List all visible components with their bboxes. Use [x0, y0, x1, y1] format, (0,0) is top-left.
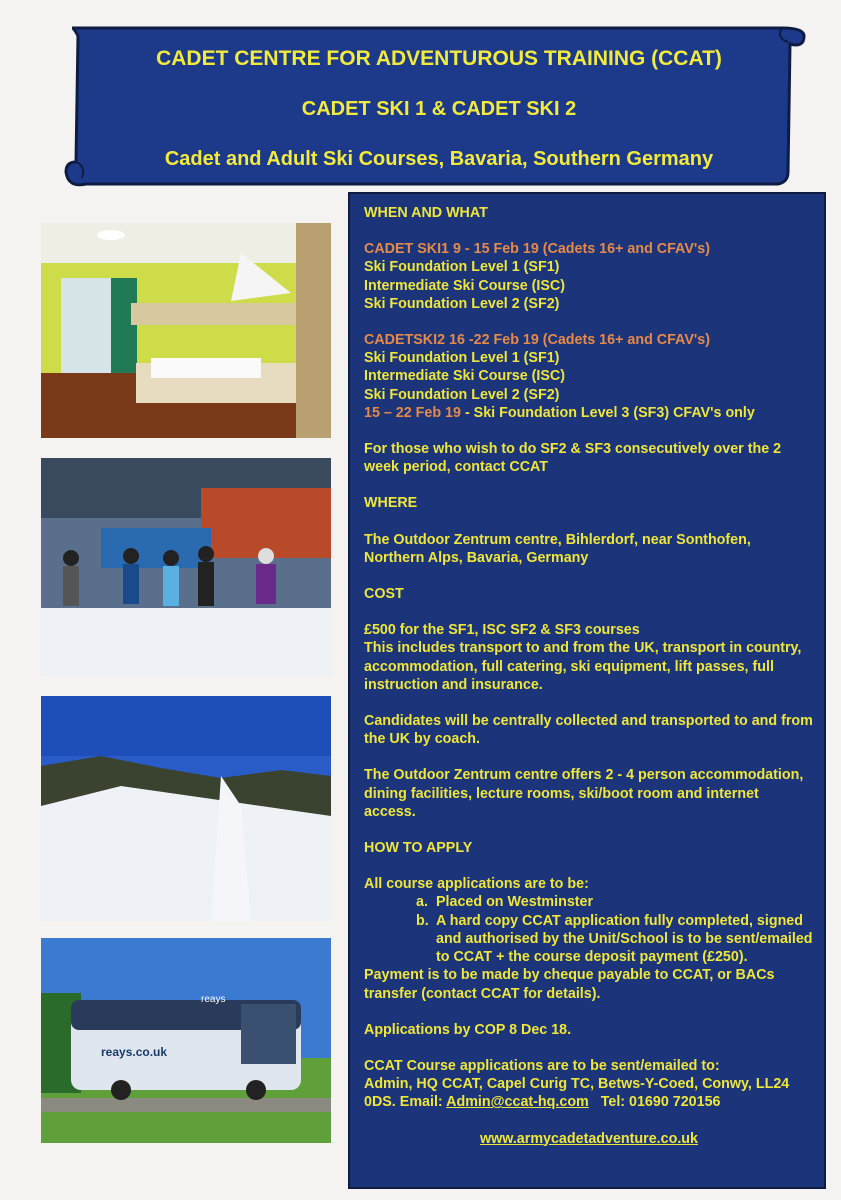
- telephone: Tel: 01690 720156: [600, 1094, 721, 1111]
- email-link[interactable]: Admin@ccat-hq.com: [446, 1094, 589, 1111]
- cost-heading: COST: [364, 586, 404, 603]
- cost-includes: This includes transport to and from the UK, transport in country, accommodation, full catering, ski equipment, lift passes, full instruction and insurance.: [364, 640, 802, 693]
- deadline: Applications by COP 8 Dec 18.: [364, 1021, 572, 1038]
- banner-tagline: Cadet and Adult Ski Courses, Bavaria, Southern Germany: [164, 147, 714, 170]
- sf3-date: 15 – 22 Feb 19: [364, 404, 461, 421]
- banner-subtitle: CADET SKI 1 & CADET SKI 2: [301, 97, 577, 120]
- bus-brand-text: reays: [201, 994, 226, 1005]
- payment-note: Payment is to be made by cheque payable to CCAT, or BACs transfer (contact CCAT for details).: [364, 967, 775, 1002]
- contact-address: [364, 1075, 814, 1111]
- apply-item-b: [364, 912, 814, 967]
- apply-heading: HOW TO APPLY: [364, 840, 473, 857]
- address-intro: CCAT Course applications are to be sent/emailed to:: [364, 1057, 720, 1074]
- apply-item-a: [364, 893, 814, 911]
- ski1-title: CADET SKI1 9 - 15 Feb 19 (Cadets 16+ and CFAV's): [364, 241, 710, 258]
- skiers-photo: [41, 458, 331, 676]
- email-label: Email:: [399, 1094, 443, 1111]
- bedroom-photo: [41, 223, 331, 438]
- apply-intro: All course applications are to be:: [364, 876, 589, 893]
- banner-title: CADET CENTRE FOR ADVENTUROUS TRAINING (CCAT): [156, 47, 722, 71]
- cost-price: £500 for the SF1, ISC SF2 & SF3 courses: [364, 622, 640, 639]
- title-banner: [64, 22, 806, 190]
- ski2-title: CADETSKI2 16 -22 Feb 19 (Cadets 16+ and CFAV's): [364, 332, 710, 349]
- website-link[interactable]: www.armycadetadventure.co.uk: [480, 1130, 698, 1147]
- ski2-item: Intermediate Ski Course (ISC): [364, 368, 566, 385]
- apply-item-a-tag: a.: [416, 894, 428, 911]
- coach-photo: [41, 938, 331, 1143]
- ski2-item: Ski Foundation Level 1 (SF1): [364, 350, 560, 367]
- ski1-item: Intermediate Ski Course (ISC): [364, 277, 566, 294]
- consecutive-note: For those who wish to do SF2 & SF3 consecutively over the 2 week period, contact CCAT: [364, 441, 782, 476]
- apply-item-a-text: Placed on Westminster: [436, 894, 594, 911]
- where-text: The Outdoor Zentrum centre, Bihlerdorf, near Sonthofen, Northern Alps, Bavaria, Germany: [364, 531, 751, 566]
- sf3-line: [364, 404, 814, 422]
- transport-note: Candidates will be centrally collected and transported to and from the UK by coach.: [364, 713, 813, 748]
- ski2-item: Ski Foundation Level 2 (SF2): [364, 386, 560, 403]
- info-panel: [348, 192, 826, 1189]
- when-heading: WHEN AND WHAT: [364, 205, 488, 221]
- apply-item-b-tag: b.: [416, 912, 429, 929]
- where-heading: WHERE: [364, 495, 418, 512]
- address-text: Admin, HQ CCAT, Capel Curig TC, Betws-Y-Coed, Conwy, LL24 0DS.: [364, 1076, 790, 1111]
- ski-slope-photo: [41, 696, 331, 921]
- ski1-item: Ski Foundation Level 1 (SF1): [364, 259, 560, 276]
- facilities-note: The Outdoor Zentrum centre offers 2 - 4 person accommodation, dining facilities, lecture rooms, ski/boot room and internet access.: [364, 767, 804, 820]
- bus-side-text: reays.co.uk: [101, 1045, 168, 1059]
- ski1-item: Ski Foundation Level 2 (SF2): [364, 295, 560, 312]
- apply-item-b-text: A hard copy CCAT application fully completed, signed and authorised by the Unit/School is to be sent/emailed to CCAT + the course deposit payment (£250).: [436, 912, 813, 966]
- sf3-text: - Ski Foundation Level 3 (SF3) CFAV's only: [460, 404, 755, 421]
